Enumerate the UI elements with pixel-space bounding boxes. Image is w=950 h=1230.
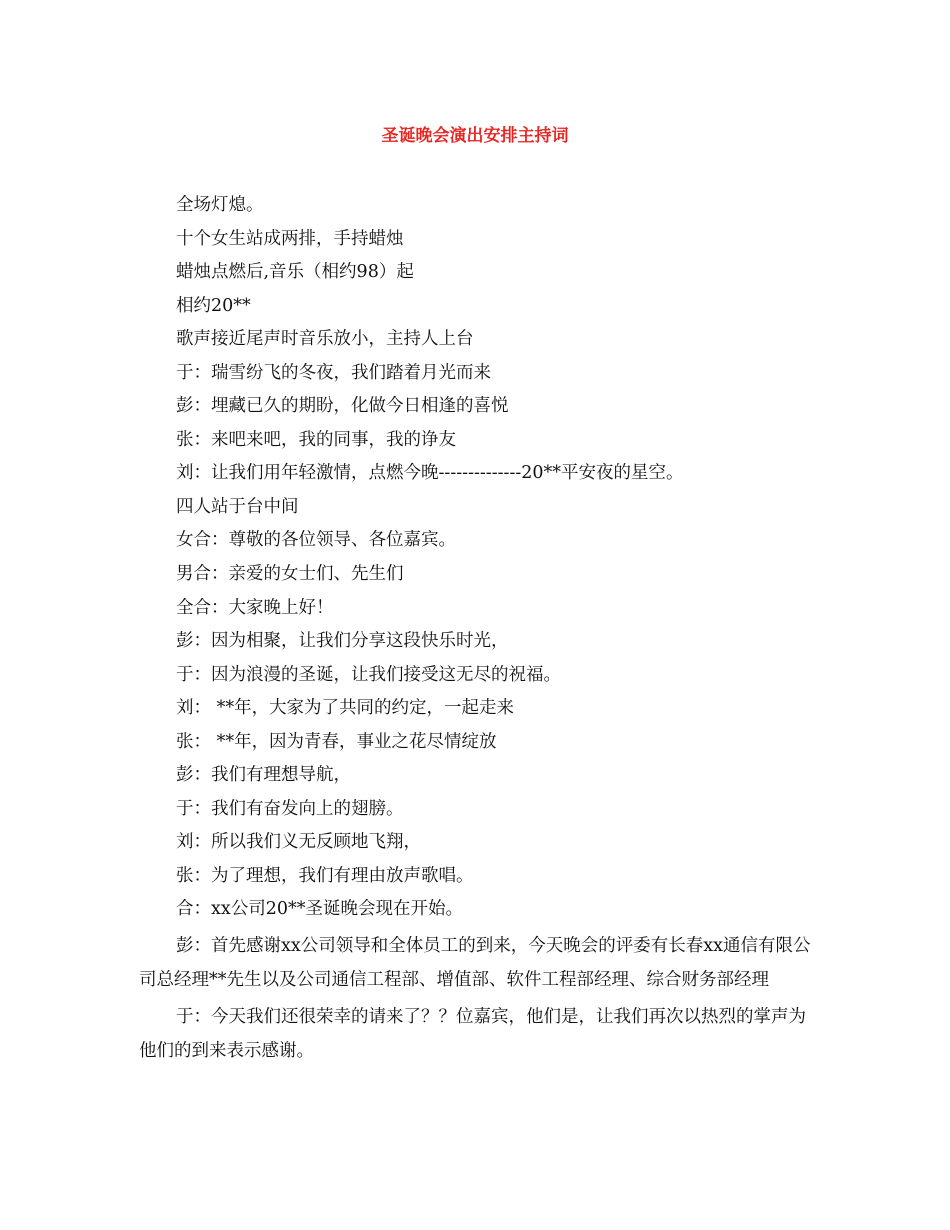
script-line: 十个女生站成两排，手持蜡烛	[176, 228, 404, 249]
script-line: 彭：因为相聚，让我们分享这段快乐时光，	[176, 631, 509, 652]
script-line: 女合：尊敬的各位领导、各位嘉宾。	[176, 530, 456, 551]
script-line: 蜡烛点燃后,音乐（相约98）起	[176, 262, 414, 283]
document-body	[139, 192, 819, 1068]
script-line: 张：为了理想，我们有理由放声歌唱。	[176, 865, 474, 886]
script-line: 彭：埋藏已久的期盼，化做今日相逢的喜悦	[176, 396, 509, 417]
script-line: 于：我们有奋发向上的翅膀。	[176, 798, 404, 819]
script-line: 全合：大家晚上好！	[176, 597, 334, 618]
script-line: 刘： **年，大家为了共同的约定，一起走来	[176, 698, 515, 719]
script-line: 合：xx公司20**圣诞晚会现在开始。	[176, 899, 464, 920]
script-line: 刘：所以我们义无反顾地飞翔，	[176, 832, 421, 853]
script-line: 全场灯熄。	[176, 195, 264, 215]
script-line: 张：来吧来吧，我的同事，我的诤友	[176, 429, 456, 450]
paragraph: 彭：首先感谢xx公司领导和全体员工的到来，今天晚会的评委有长春xx通信有限公司总经理**先生以及公司通信工程部、增值部、软件工程部经理、综合财务部经理	[139, 936, 811, 990]
script-line: 相约20**	[176, 295, 251, 316]
script-line: 于：因为浪漫的圣诞，让我们接受这无尽的祝福。	[176, 664, 561, 685]
script-line: 四人站于台中间	[176, 496, 299, 517]
paragraph: 于：今天我们还很荣幸的请来了？？位嘉宾，他们是，让我们再次以热烈的掌声为他们的到来表示感谢。	[139, 1007, 806, 1061]
script-line: 张： **年，因为青春，事业之花尽情绽放	[176, 731, 497, 752]
script-line: 男合：亲爱的女士们、先生们	[176, 564, 404, 585]
script-line: 于：瑞雪纷飞的冬夜，我们踏着月光而来	[176, 362, 491, 383]
script-line: 彭：我们有理想导航，	[176, 765, 351, 786]
script-line: 歌声接近尾声时音乐放小，主持人上台	[176, 329, 474, 350]
script-line: 刘：让我们用年轻激情，点燃今晚--------------20**平安夜的星空。	[176, 463, 684, 484]
document-title: 圣诞晚会演出安排主持词	[381, 126, 569, 146]
